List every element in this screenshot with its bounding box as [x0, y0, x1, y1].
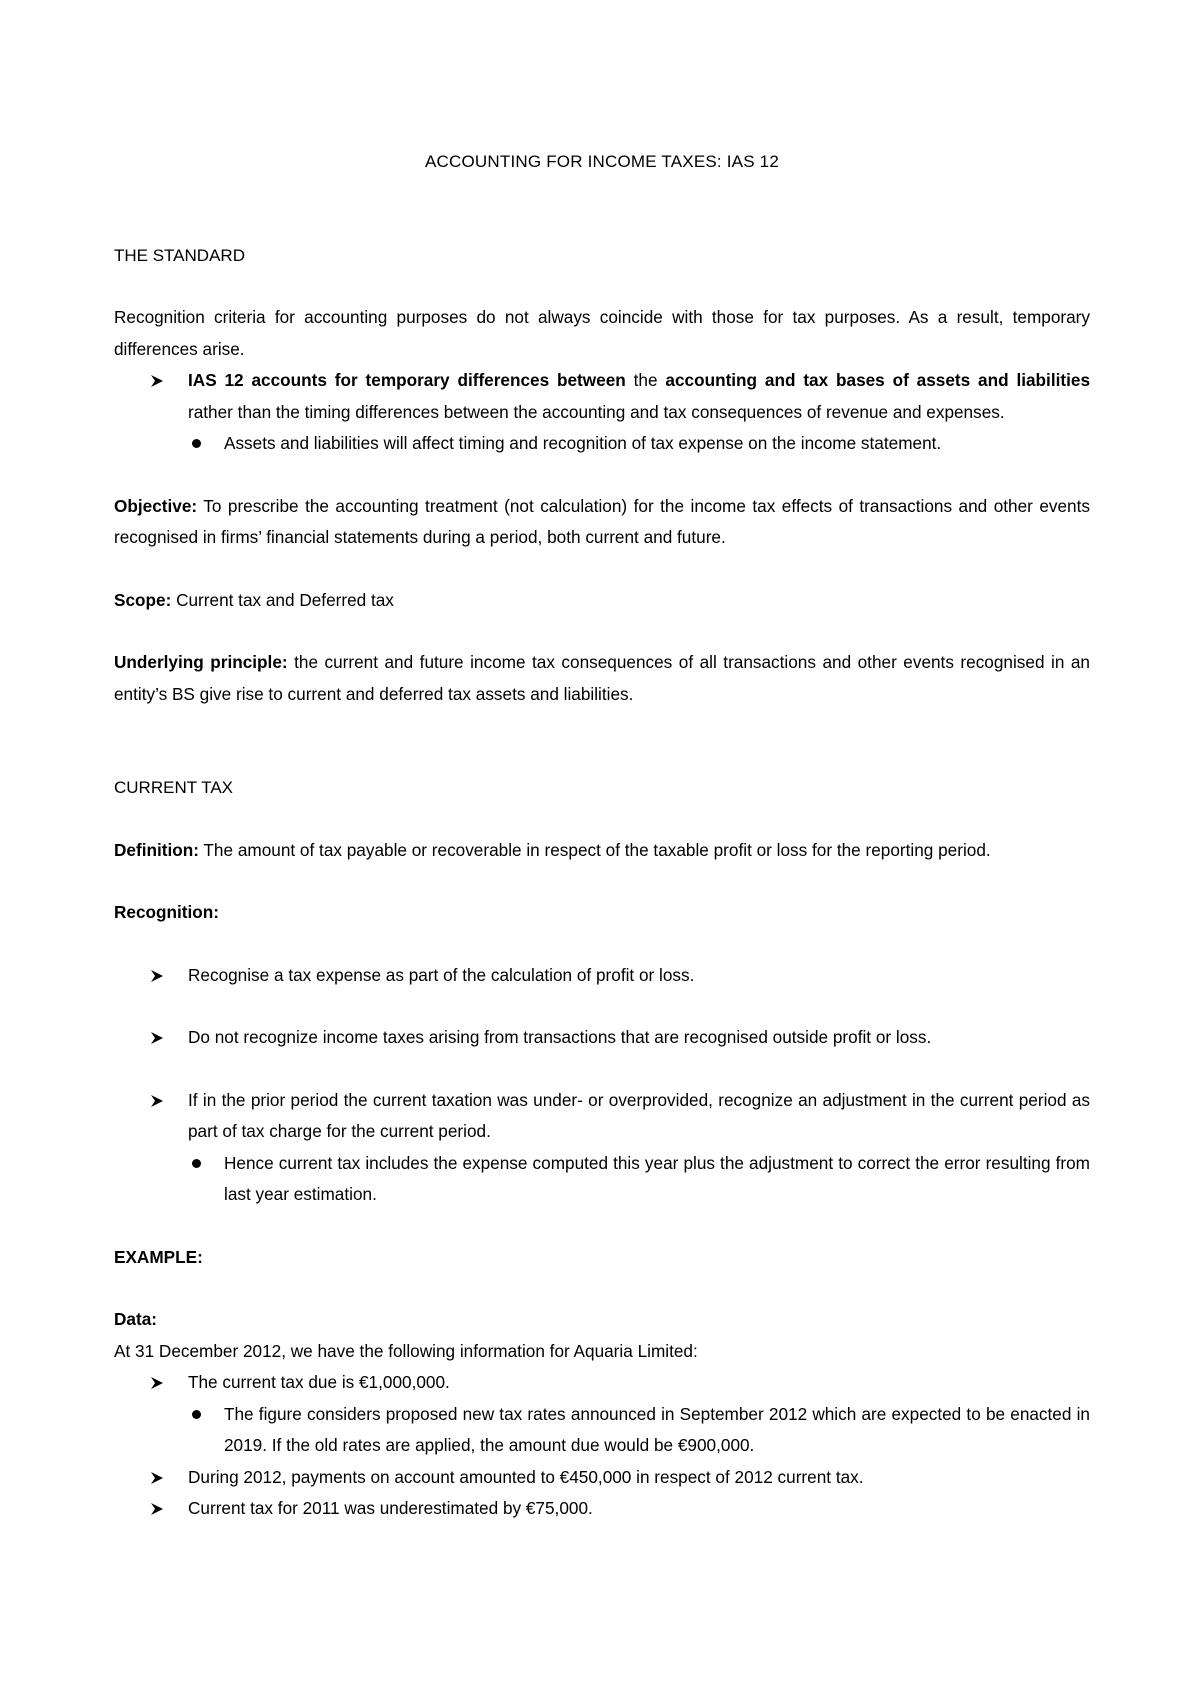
data-label: Data:: [114, 1309, 157, 1329]
bold-phrase: accounting and tax bases of assets and liabilities: [665, 370, 1090, 390]
recognition-heading: [114, 897, 1090, 929]
example-item-text: During 2012, payments on account amounted to €450,000 in respect of 2012 current tax.: [188, 1466, 864, 1487]
list-item: [114, 1085, 1090, 1211]
list-item: [114, 1493, 1090, 1525]
document-title: ACCOUNTING FOR INCOME TAXES: IAS 12: [425, 152, 779, 171]
sub-bullet-list: [188, 1399, 1090, 1462]
principle-text: the current and future income tax consequences of all transactions and other events recognised in an entity’s BS give rise to current and deferred tax assets and liabilities.: [114, 652, 1090, 704]
arrow-bullet-icon: [150, 374, 164, 388]
definition-text: The amount of tax payable or recoverable in respect of the taxable profit or loss for the reporting period.: [198, 839, 991, 860]
list-item: [114, 1367, 1090, 1462]
standard-arrow-list: [114, 365, 1090, 460]
principle-label: Underlying principle:: [114, 652, 288, 672]
objective-label: Objective:: [114, 495, 198, 516]
sub-bullet-list: [188, 428, 1090, 460]
list-item: [114, 960, 1090, 992]
recognition-arrow-list: [114, 960, 1090, 1211]
list-item: [188, 1148, 1090, 1211]
list-item: [114, 1022, 1090, 1054]
dot-bullet-icon: [192, 1410, 201, 1419]
principle-paragraph: [114, 647, 1090, 710]
definition-label: Definition:: [114, 839, 199, 860]
plain-phrase: the: [625, 370, 666, 390]
example-intro: At 31 December 2012, we have the following information for Aquaria Limited:: [114, 1340, 698, 1361]
dot-bullet-icon: [192, 1159, 201, 1168]
example-item-text: The current tax due is €1,000,000.: [188, 1372, 450, 1392]
arrow-bullet-icon: [150, 1502, 164, 1516]
arrow-bullet-icon: [150, 1376, 164, 1390]
arrow-bullet-icon: [150, 1031, 164, 1045]
sub-bullet-list: [188, 1148, 1090, 1211]
example-heading: [114, 1242, 1090, 1274]
arrow-bullet-icon: [150, 969, 164, 983]
objective-paragraph: [114, 491, 1090, 554]
arrow-item-text: [188, 370, 1090, 422]
arrow-bullet-icon: [150, 1094, 164, 1108]
sub-bullet-text: Hence current tax includes the expense computed this year plus the adjustment to correct the error resulting from last year estimation.: [224, 1152, 1090, 1204]
recognition-label: Recognition:: [114, 902, 220, 922]
list-item: [188, 1399, 1090, 1462]
data-heading: [114, 1304, 1090, 1336]
list-item: [188, 428, 1090, 460]
list-item: [114, 1462, 1090, 1494]
sub-bullet-text: Assets and liabilities will affect timing and recognition of tax expense on the income statement.: [224, 433, 942, 453]
recognition-item-text: Do not recognize income taxes arising from transactions that are recognised outside profit or loss.: [188, 1027, 932, 1047]
example-label: EXAMPLE:: [114, 1246, 203, 1267]
plain-phrase: rather than the timing differences between the accounting and tax consequences of revenue and expenses.: [188, 401, 1005, 422]
scope-text: Current tax and Deferred tax: [171, 589, 394, 610]
recognition-item-text: If in the prior period the current taxation was under- or overprovided, recognize an adjustment in the current period as part of tax charge for the current period.: [188, 1089, 1090, 1141]
scope-label: Scope:: [114, 589, 172, 610]
section-heading-current-tax: CURRENT TAX: [114, 778, 234, 797]
definition-paragraph: [114, 835, 1090, 867]
recognition-item-text: Recognise a tax expense as part of the calculation of profit or loss.: [188, 964, 695, 985]
scope-paragraph: [114, 585, 1090, 617]
sub-bullet-text: The figure considers proposed new tax rates announced in September 2012 which are expected to be enacted in 2019. If the old rates are applied, the amount due would be €900,000.: [224, 1403, 1090, 1455]
dot-bullet-icon: [192, 439, 201, 448]
section-heading-standard: THE STANDARD: [114, 245, 245, 265]
arrow-bullet-icon: [150, 1471, 164, 1485]
standard-intro: Recognition criteria for accounting purposes do not always coincide with those for tax purposes. As a result, temporary differences arise.: [114, 307, 1090, 359]
list-item: [114, 365, 1090, 460]
bold-phrase: IAS 12 accounts for temporary differences between: [188, 370, 626, 390]
example-arrow-list: [114, 1367, 1090, 1525]
objective-text: To prescribe the accounting treatment (not calculation) for the income tax effects of transactions and other events recognised in firms’ financial statements during a period, both current and future.: [114, 495, 1090, 547]
example-item-text: Current tax for 2011 was underestimated by €75,000.: [188, 1498, 593, 1518]
